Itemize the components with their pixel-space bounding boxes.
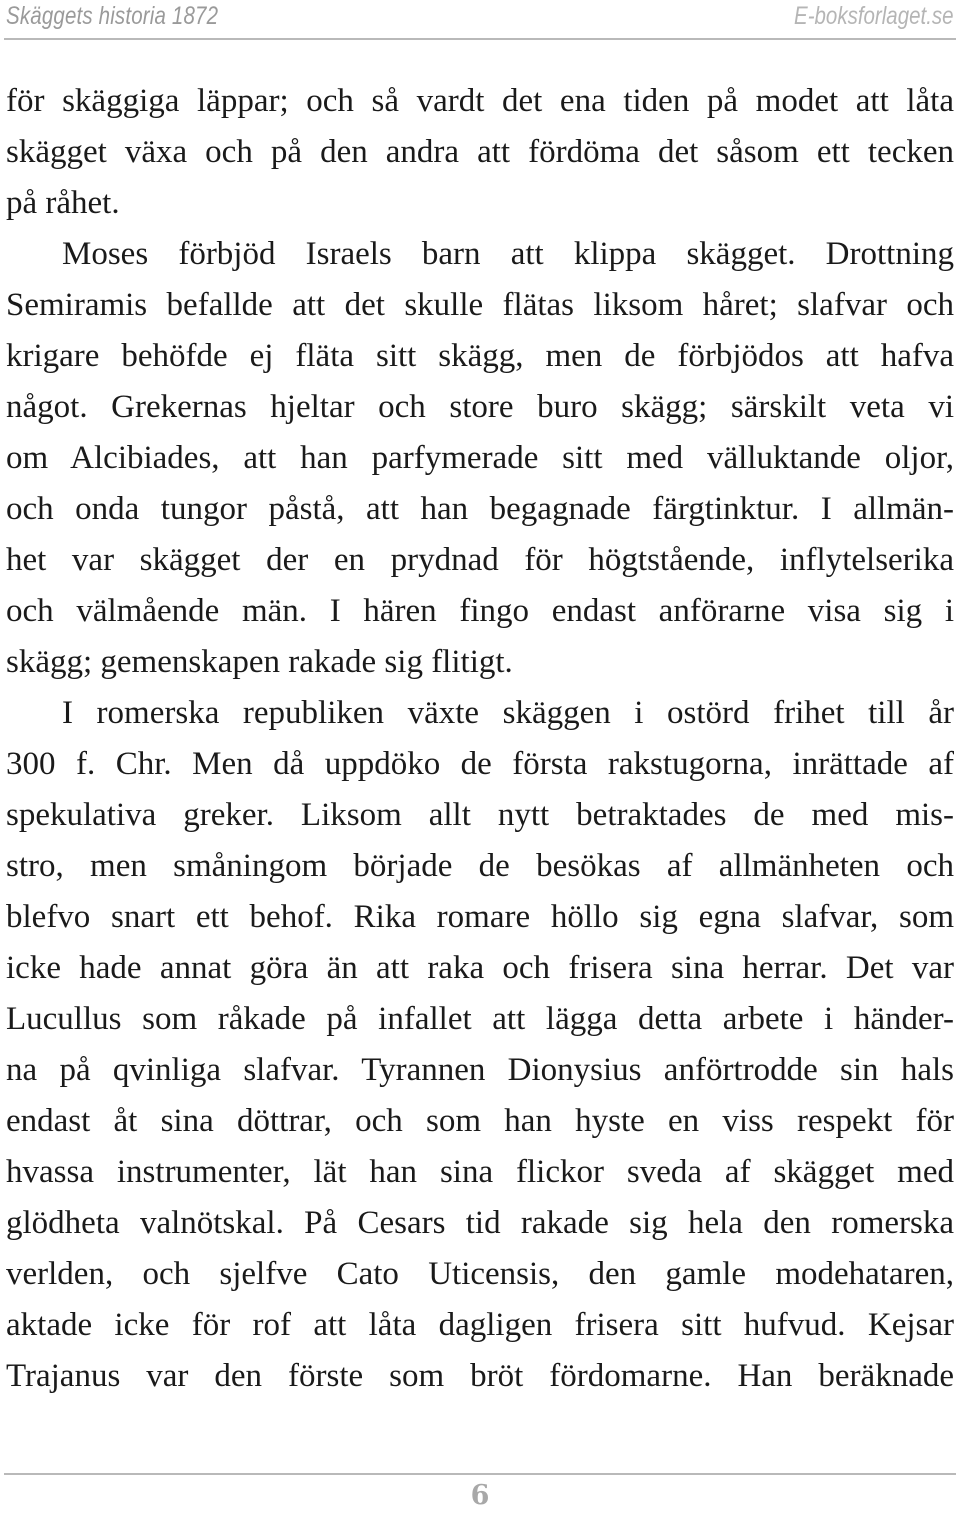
text-line: 300 f. Chr. Men då uppdöko de första rakstugorna, inrättade af (6, 746, 954, 782)
footer-divider (4, 1473, 956, 1475)
text-line: endast åt sina döttrar, och som han hyste en viss respekt för (6, 1103, 954, 1139)
text-line: het var skägget der en prydnad för högtstående, inflytelserika (6, 542, 954, 578)
text-line: på råhet. (6, 185, 120, 221)
text-line: om Alcibiades, att han parfymerade sitt med välluktande oljor, (6, 440, 954, 476)
text-line: för skäggiga läppar; och så vardt det ena tiden på modet att låta (6, 83, 954, 119)
text-line: hvassa instrumenter, lät han sina flickor sveda af skägget med (6, 1154, 954, 1190)
text-line: icke hade annat göra än att raka och frisera sina herrar. Det var (6, 950, 954, 986)
text-line: spekulativa greker. Liksom allt nytt betraktades de med mis- (6, 797, 954, 833)
body-text (6, 76, 954, 1402)
text-line: skägg; gemenskapen rakade sig flitigt. (6, 644, 513, 680)
text-line: glödheta valnötskal. På Cesars tid rakade sig hela den romerska (6, 1205, 954, 1241)
text-line: skägget växa och på den andra att fördöma det såsom ett tecken (6, 134, 954, 170)
text-line: och onda tungor påstå, att han begagnade färgtinktur. I allmän- (6, 491, 954, 527)
text-line: något. Grekernas hjeltar och store buro skägg; särskilt veta vi (6, 389, 954, 425)
text-line: krigare behöfde ej fläta sitt skägg, men de förbjödos att hafva (6, 338, 954, 374)
text-line: Moses förbjöd Israels barn att klippa skägget. Drottning (62, 236, 954, 272)
running-header (0, 0, 960, 38)
text-line: blefvo snart ett behof. Rika romare höllo sig egna slafvar, som (6, 899, 954, 935)
text-line: verlden, och sjelfve Cato Uticensis, den gamle modehataren, (6, 1256, 954, 1292)
publisher-site: E-boksforlaget.se (794, 2, 954, 30)
page-number: 6 (470, 1480, 490, 1511)
text-line: aktade icke för rof att låta dagligen frisera sitt hufvud. Kejsar (6, 1307, 954, 1343)
text-line: Trajanus var den förste som bröt fördomarne. Han beräknade (6, 1358, 954, 1394)
text-line: I romerska republiken växte skäggen i ostörd frihet till år (62, 695, 954, 731)
text-line: Semiramis befallde att det skulle flätas liksom håret; slafvar och (6, 287, 954, 323)
text-line: och välmående män. I hären fingo endast anförarne visa sig i (6, 593, 954, 629)
text-line: na på qvinliga slafvar. Tyrannen Dionysius anförtrodde sin hals (6, 1052, 954, 1088)
book-title: Skäggets historia 1872 (6, 2, 219, 30)
header-divider (4, 38, 956, 40)
text-line: Lucullus som råkade på infallet att lägga detta arbete i händer- (6, 1001, 954, 1037)
text-line: stro, men småningom började de besökas af allmänheten och (6, 848, 954, 884)
